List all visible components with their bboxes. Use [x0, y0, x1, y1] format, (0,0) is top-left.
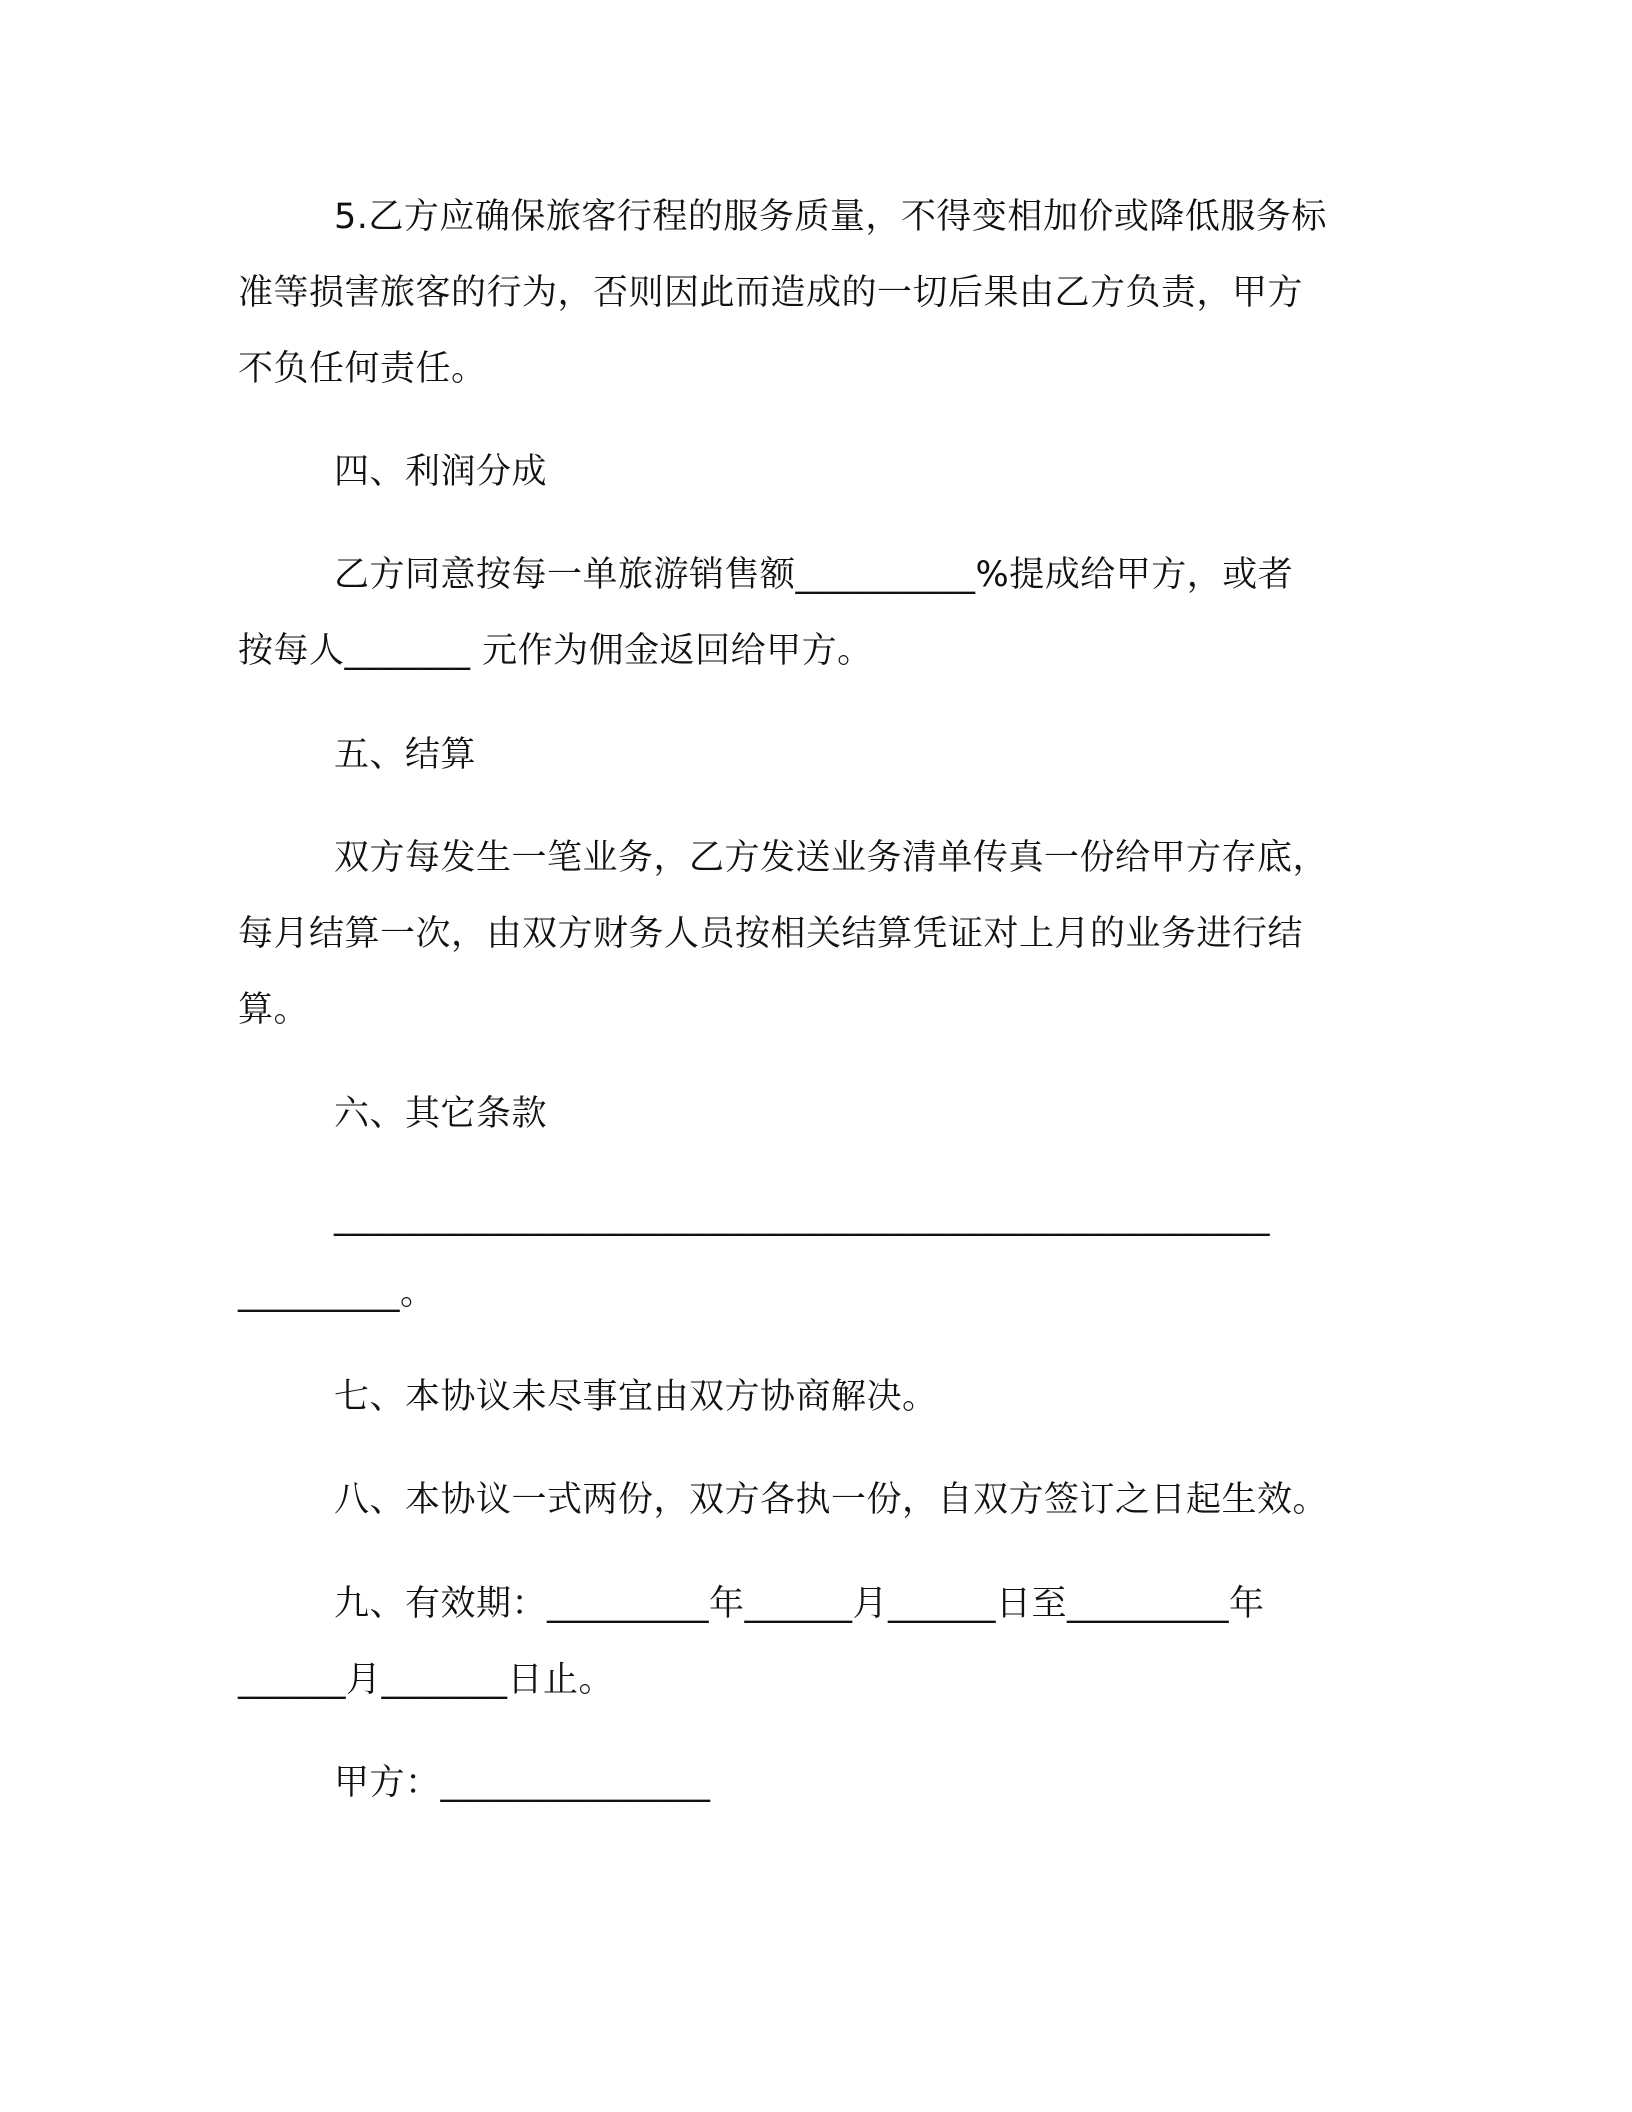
section-5-line-2: 每月结算一次，由双方财务人员按相关结算凭证对上月的业务进行结	[238, 914, 1304, 954]
section-9-line-1: 九、有效期：_________年______月______日至_________年	[334, 1584, 1265, 1624]
party-a-signature: 甲方：_______________	[334, 1763, 711, 1803]
section-4-heading: 四、利润分成	[334, 452, 548, 492]
section-6-line-2: _________。	[238, 1273, 436, 1313]
section-9-line-2: ______月_______日止。	[238, 1660, 615, 1700]
section-8-text: 八、本协议一式两份，双方各执一份，自双方签订之日起生效。	[334, 1480, 1329, 1520]
section-4-line-1: 乙方同意按每一单旅游销售额__________%提成给甲方，或者	[334, 555, 1294, 595]
section-5-line-1: 双方每发生一笔业务，乙方发送业务清单传真一份给甲方存底，	[334, 838, 1329, 878]
section-7-text: 七、本协议未尽事宜由双方协商解决。	[334, 1377, 938, 1417]
clause-5-line-3: 不负任何责任。	[238, 349, 487, 389]
section-6-heading: 六、其它条款	[334, 1094, 548, 1134]
section-4-line-2: 按每人_______ 元作为佣金返回给甲方。	[238, 631, 873, 671]
section-5-heading: 五、结算	[334, 735, 477, 775]
section-6-line-1: ____________________________________________________	[334, 1197, 1270, 1237]
clause-5-line-2: 准等损害旅客的行为，否则因此而造成的一切后果由乙方负责，甲方	[238, 273, 1304, 313]
section-5-line-3: 算。	[238, 990, 310, 1030]
clause-5-line-1: 5.乙方应确保旅客行程的服务质量，不得变相加价或降低服务标	[334, 197, 1327, 237]
